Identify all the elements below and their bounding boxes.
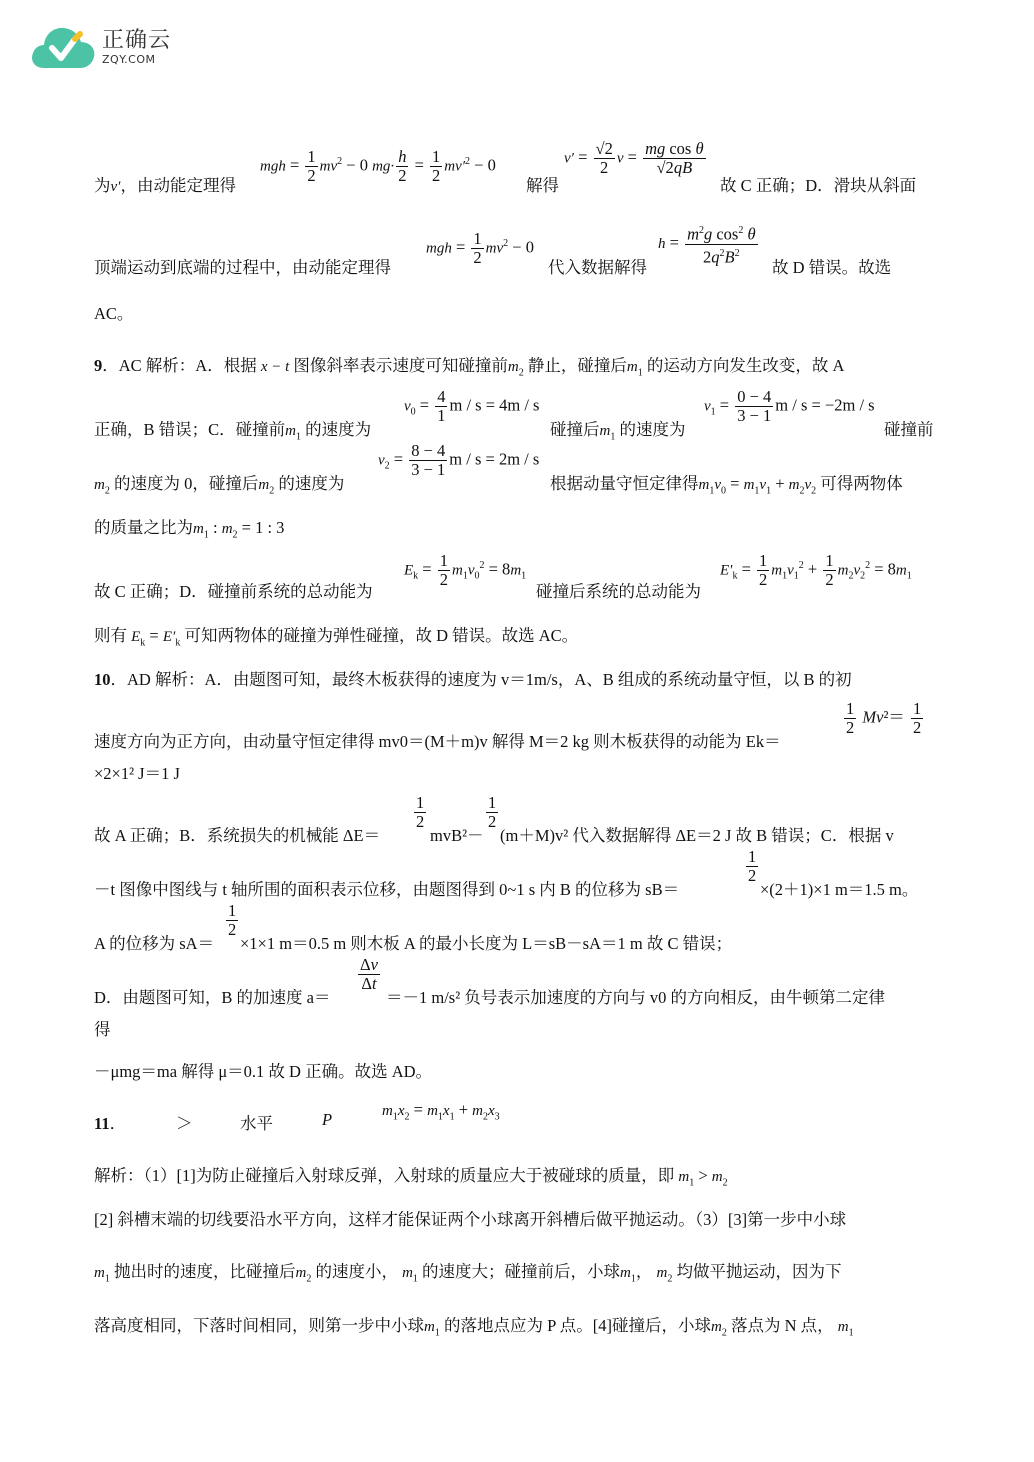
p8-eq4: h = $\frac{m^2g \cos^2 \theta}{2q^2B^2}$ (658, 222, 760, 266)
q9-line3b: 根据动量守恒定律得$m_1v_0 = m_1v_1 + m_2v_2$ 可得两物体 (550, 474, 903, 497)
q10-line3: ×2×1² J＝1 J (94, 764, 180, 783)
p8-solve: 解得 (526, 176, 559, 195)
q10-line4: 故 A 正确；B．系统损失的机械能 ΔE＝ (94, 826, 381, 845)
q9-line2b: 碰撞后$m_1$ 的速度为 (550, 420, 686, 443)
brand-logo (30, 24, 171, 70)
brand-name: 正确云 (102, 27, 172, 53)
q11-answer-4: $m_1x_2 = m_1x_1 + m_2x_3$ (382, 1100, 500, 1123)
q11-analysis-1: 解析：（1）[1]为防止碰撞后入射球反弹，入射球的质量应大于被碰球的质量，即 $m_1 > m_2$ (94, 1166, 728, 1189)
q10-frac-d: $\frac{1}{2}$ (748, 847, 757, 885)
q11-answer-1: ＞ (176, 1114, 193, 1133)
q10-line9: －μmg＝ma 解得 μ＝0.1 故 D 正确。故选 AD。 (94, 1062, 433, 1081)
brand-domain: ZQY.COM (102, 52, 156, 66)
q10-frac-b: $\frac{1}{2}$ (416, 793, 425, 831)
p8-line2: 顶端运动到底端的过程中，由动能定理得 (94, 258, 391, 277)
p8-line2-end: 故 D 错误。故选 (772, 258, 892, 277)
q9-eq-v1: $v_1$ = $\frac{0 - 4}{3 - 1}$ m / s = −2m / s (704, 387, 875, 425)
q10-line7: D．由题图可知，B 的加速度 a＝ (94, 988, 331, 1007)
q10-frac-a: $\frac{1}{2}$ Mv²＝ $\frac{1}{2}$ (846, 699, 922, 737)
q10-line1: 10．AD 解析：A．由题图可知，最终木板获得的速度为 v＝1m/s，A、B 组成的系统动量守恒，以 B 的初 (94, 670, 852, 689)
q9-line5b: 碰撞后系统的总动能为 (536, 582, 701, 601)
q10-line7b: ＝－1 m/s² 负号表示加速度的方向与 v0 的方向相反，由牛顿第二定律 (386, 988, 886, 1007)
q9-line4: 的质量之比为$m_1$ : $m_2 = 1$ : 3 (94, 518, 285, 541)
q10-line6: A 的位移为 sA＝ (94, 934, 215, 953)
q9-line6: 则有 $E_k = E'_k$ 可知两物体的碰撞为弹性碰撞，故 D 错误。故选 AC。 (94, 626, 579, 649)
q9-line2a: 正确，B 错误；C．碰撞前$m_1$ 的速度为 (94, 420, 372, 443)
p8-line3: AC。 (94, 304, 134, 323)
q9-line3a: $m_2$ 的速度为 0，碰撞后$m_2$ 的速度为 (94, 474, 345, 497)
q10-line5: －t 图像中图线与 t 轴所围的面积表示位移，由题图得到 0~1 s 内 B 的位移为 sB＝ (94, 880, 680, 899)
cloud-check-icon (30, 24, 96, 70)
q10-line5b: ×(2＋1)×1 m＝1.5 m。 (760, 880, 919, 899)
p8-substitute: 代入数据解得 (548, 258, 647, 277)
q10-line8: 得 (94, 1020, 111, 1039)
q9-line2c: 碰撞前 (884, 420, 934, 439)
q9-eq-ek: $E_k$ = $\frac{1}{2}$ $m_1v_0^2 = 8m_1$ (404, 551, 527, 589)
p8-line1-end: 故 C 正确；D．滑块从斜面 (720, 176, 917, 195)
q10-line6b: ×1×1 m＝0.5 m 则木板 A 的最小长度为 L＝sB－sA＝1 m 故 C 错误； (240, 934, 733, 953)
p8-eq2: v′ = $\frac{√2}{2}$ v = $\frac{\text{mg cos θ}}{√2qB}$ (564, 139, 704, 177)
q10-frac-e: $\frac{1}{2}$ (228, 901, 237, 939)
q11-analysis-2: [2] 斜槽末端的切线要沿水平方向，这样才能保证两个小球离开斜槽后做平抛运动。（3）[3]第一步中小球 (94, 1210, 847, 1229)
q11-line1: 11． (94, 1114, 127, 1133)
q10-frac-c: $\frac{1}{2}$ (488, 793, 497, 831)
q9-line1: 9．AC 解析：A．根据 x − t 图像斜率表示速度可知碰撞前$m_2$ 静止，碰撞后$m_1$ 的运动方向发生改变，故 A (94, 356, 845, 379)
q11-analysis-3: $m_1$ 抛出时的速度，比碰撞后$m_2$ 的速度小， $m_1$ 的速度大；碰撞前后，小球$m_1$， $m_2$ 均做平抛运动，因为下 (94, 1262, 842, 1285)
q11-answer-2: 水平 (240, 1114, 273, 1133)
q10-line4b: mvB²－ (430, 826, 484, 845)
q10-line2: 速度方向为正方向，由动量守恒定律得 mv0＝(M＋m)v 解得 M＝2 kg 则木板获得的动能为 Ek＝ (94, 732, 781, 751)
q9-eq-ek2: $E'_k$ = $\frac{1}{2}$ $m_1v_1^2$ + $\frac{1}{2}$ $m_2v_2^2 = 8m_1$ (720, 551, 912, 589)
q9-eq-v0: $v_0$ = $\frac{4}{1}$ m / s = 4m / s (404, 387, 540, 425)
q11-analysis-4: 落高度相同，下落时间相同，则第一步中小球$m_1$ 的落地点应为 P 点。[4]碰撞后，小球$m_2$ 落点为 N 点， $m_1$ (94, 1316, 854, 1339)
p8-eq3: mgh = $\frac{1}{2}$ $mv^2 - 0$ (426, 229, 534, 267)
q9-eq-v2: $v_2$ = $\frac{8 - 4}{3 - 1}$ m / s = 2m / s (378, 441, 540, 479)
p8-line1: 为v′，由动能定理得 (94, 176, 236, 195)
q10-frac-f: $\frac{\Delta v}{\Delta t}$ (360, 955, 378, 993)
p8-eq1: mgh = $\frac{1}{2}$ $mv^2 - 0$ mg· $\frac{h}{2}$ = $\frac{1}{2}$ $mv'^2 - 0$ (260, 147, 496, 185)
q10-line4c: (m＋M)v² 代入数据解得 ΔE＝2 J 故 B 错误；C．根据 v (500, 826, 894, 845)
q11-answer-3: P (322, 1110, 333, 1129)
q9-line5a: 故 C 正确；D．碰撞前系统的总动能为 (94, 582, 373, 601)
